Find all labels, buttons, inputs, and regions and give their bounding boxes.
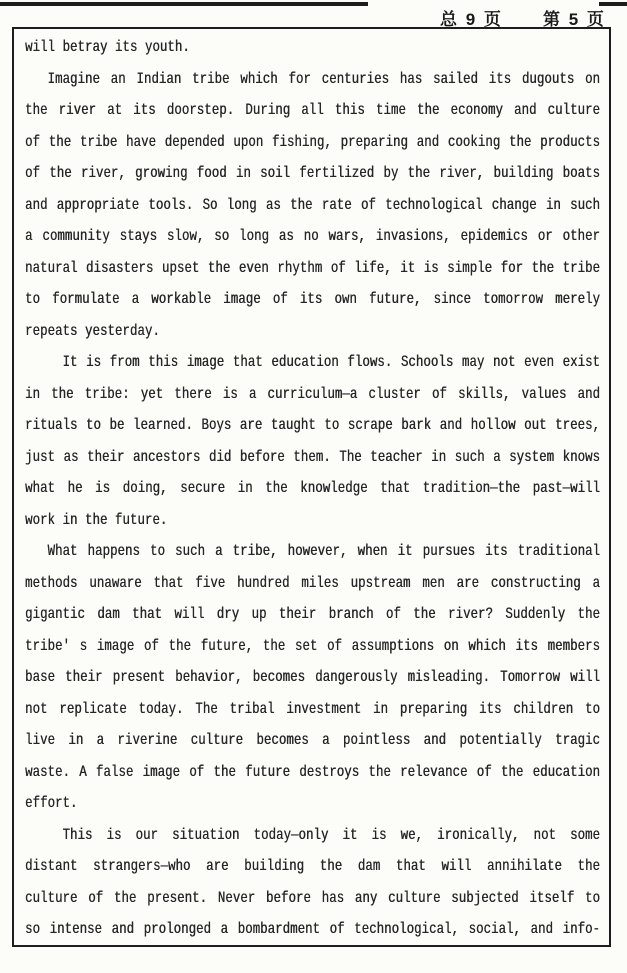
text-line-content: not replicate today. The tribal investment in preparing its children to: [25, 699, 600, 718]
text-line-content: Imagine an Indian tribe which for centuries has sailed its dugouts on: [47, 69, 600, 88]
text-line: [25, 473, 600, 505]
text-line-content: gigantic dam that will dry up their branch of the river? Suddenly the: [25, 605, 600, 623]
text-line: [25, 788, 600, 820]
text-line: [25, 631, 600, 663]
text-line-content: and appropriate tools. So long as the rate of technological change in such: [25, 195, 600, 214]
text-line: [25, 725, 600, 757]
text-line: [25, 95, 600, 127]
text-line: [25, 820, 600, 852]
page-header: [0, 3, 627, 27]
text-line-content: in the tribe: yet there is a curriculum—a cluster of skills, values and: [25, 384, 600, 403]
text-line: [25, 127, 600, 159]
text-line-content: distant strangers—who are building the dam that will annihilate the: [25, 857, 600, 875]
text-line: [25, 158, 600, 190]
text-line-content: What happens to such a tribe, however, when it pursues its traditional: [47, 542, 600, 560]
text-line-content: repeats yesterday.: [25, 321, 160, 340]
text-line: [25, 64, 600, 96]
text-line: [25, 694, 600, 726]
text-line: [25, 410, 600, 442]
text-line-content: This is our situation today—only it is we, ironically, not some: [62, 825, 600, 844]
passage: [25, 32, 600, 946]
text-line-content: culture of the present. Never before has any culture subjected itself to: [25, 888, 600, 907]
text-line-content: It is from this image that education flows. Schools may not even exist: [62, 353, 600, 371]
total-pages-label: 总 9 页: [440, 10, 503, 29]
text-line-content: what he is doing, secure in the knowledge that tradition—the past—will: [25, 479, 600, 497]
text-line-content: just as their ancestors did before them. The teacher in such a system knows: [25, 447, 600, 466]
text-line: [25, 379, 600, 411]
text-line: [25, 505, 600, 537]
text-line-content: live in a riverine culture becomes a pointless and potentially tragic: [25, 731, 600, 749]
text-line-content: base their present behavior, becomes dangerously misleading. Tomorrow will: [25, 668, 600, 686]
text-line: [25, 316, 600, 348]
text-line: [25, 221, 600, 253]
text-line: [25, 757, 600, 789]
text-line: [25, 851, 600, 883]
text-line: [25, 347, 600, 379]
text-line-content: will betray its youth.: [25, 38, 190, 56]
text-line: [25, 442, 600, 474]
text-line-content: waste. A false image of the future destroys the relevance of the education: [25, 762, 600, 781]
text-line: [25, 190, 600, 222]
text-line-content: a community stays slow, so long as no wars, invasions, epidemics or other: [25, 227, 600, 245]
text-line: [25, 253, 600, 285]
text-line-content: natural disasters upset the even rhythm of life, it is simple for the tribe: [25, 258, 600, 277]
text-line-content: tribe' s image of the future, the set of assumptions on which its members: [25, 636, 600, 655]
text-line: [25, 914, 600, 946]
text-line: [25, 662, 600, 694]
text-line: [25, 32, 600, 64]
text-line-content: the river at its doorstep. During all this time the economy and culture: [25, 101, 600, 119]
text-line-content: of the tribe have depended upon fishing, preparing and cooking the products: [25, 132, 600, 151]
text-line: [25, 536, 600, 568]
text-line-content: work in the future.: [25, 510, 168, 529]
text-line-content: rituals to be learned. Boys are taught to scrape bark and hollow out trees,: [25, 416, 600, 434]
text-line-content: effort.: [25, 794, 78, 812]
text-line: [25, 568, 600, 600]
text-line: [25, 284, 600, 316]
text-line-content: methods unaware that five hundred miles upstream men are constructing a: [25, 573, 600, 592]
text-line: [25, 599, 600, 631]
text-line-content: of the river, growing food in soil fertilized by the river, building boats: [25, 164, 600, 182]
text-line: [25, 883, 600, 915]
text-line-content: to formulate a workable image of its own future, since tomorrow merely: [25, 290, 600, 308]
page-number-label: 第 5 页: [543, 10, 606, 29]
text-line-content: so intense and prolonged a bombardment of technological, social, and info-: [25, 920, 600, 938]
passage-border-box: [12, 27, 611, 947]
